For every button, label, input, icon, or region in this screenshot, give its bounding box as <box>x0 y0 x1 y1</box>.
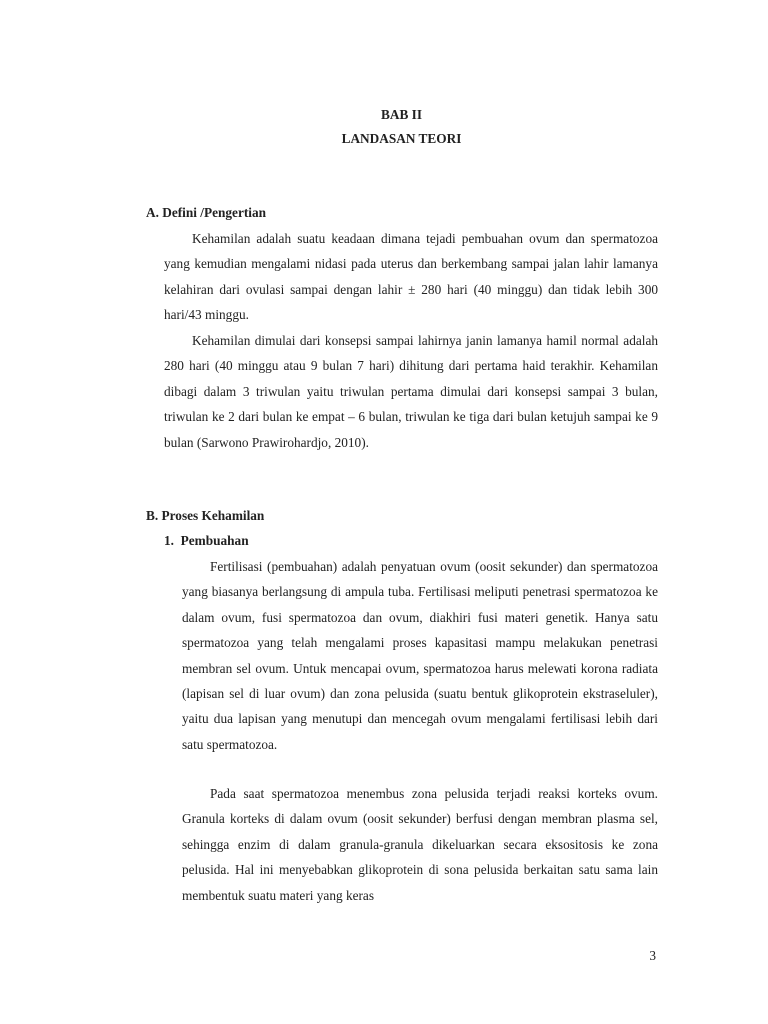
section-a-heading: A. Defini /Pengertian <box>146 205 267 220</box>
subsection-1-heading: 1. Pembuahan <box>164 533 249 548</box>
section-a-paragraph-1: Kehamilan adalah suatu keadaan dimana tejadi pembuahan ovum dan spermatozoa yang kemudian mengalami nidasi pada uterus dan berkembang sampai jalan lahir lamanya kelahiran dari ovulasi sampai dengan lahir ± 280 hari (40 minggu) dan tidak lebih 300 hari/43 minggu. <box>164 231 658 323</box>
page-number: 3 <box>649 948 656 963</box>
section-b-heading: B. Proses Kehamilan <box>146 508 265 523</box>
chapter-title: LANDASAN TEORI <box>341 131 462 146</box>
chapter-number: BAB II <box>380 107 422 122</box>
subsection-1-paragraph-1: Fertilisasi (pembuahan) adalah penyatuan ovum (oosit sekunder) dan spermatozoa yang biasanya berlangsung di ampula tuba. Fertilisasi meliputi penetrasi spermatozoa ke dalam ovum, fusi spermatozoa dan ovum, diakhiri fusi materi genetik. Hanya satu spermatozoa yang telah mengalami proses kapasitasi mampu melakukan penetrasi membran sel ovum. Untuk mencapai ovum, spermatozoa harus melewati korona radiata (lapisan sel di luar ovum) dan zona pelusida (suatu bentuk glikoprotein ekstraseluler), yaitu dua lapisan yang menutupi dan mencegah ovum mengalami fertilisasi lebih dari satu spermatozoa. <box>182 559 658 752</box>
section-a-paragraph-2: Kehamilan dimulai dari konsepsi sampai lahirnya janin lamanya hamil normal adalah 280 hari (40 minggu atau 9 bulan 7 hari) dihitung dari pertama haid terakhir. Kehamilan dibagi dalam 3 triwulan yaitu triwulan pertama dimulai dari konsepsi sampai 3 bulan, triwulan ke 2 dari bulan ke empat – 6 bulan, triwulan ke tiga dari bulan ketujuh sampai ke 9 bulan (Sarwono Prawirohardjo, 2010). <box>164 333 658 450</box>
subsection-1-paragraph-2: Pada saat spermatozoa menembus zona pelusida terjadi reaksi korteks ovum. Granula korteks di dalam ovum (oosit sekunder) berfusi dengan membran plasma sel, sehingga enzim di dalam granula-granula dikeluarkan secara eksositosis ke zona pelusida. Hal ini menyebabkan glikoprotein di sona pelusida berkaitan satu sama lain membentuk suatu materi yang keras <box>182 786 658 903</box>
